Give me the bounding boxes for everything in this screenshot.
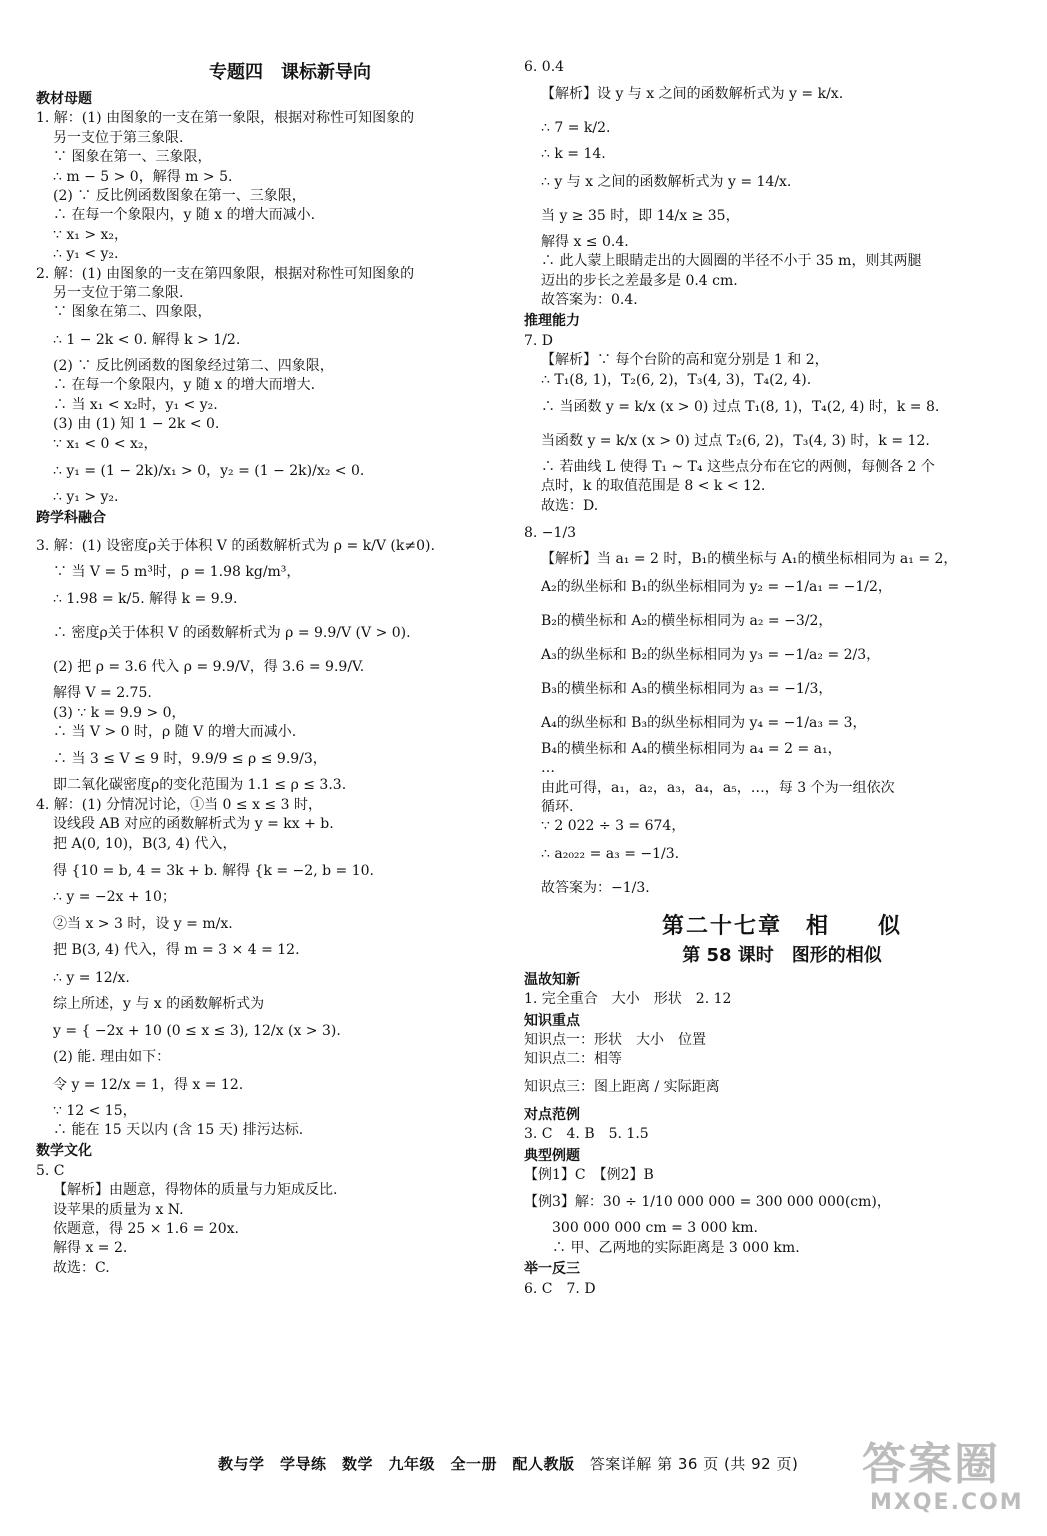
left-content <box>36 90 504 1278</box>
text-line: A₂的纵坐标和 B₁的纵坐标相同为 y₂ = −1/a₁ = −1/2， <box>541 578 892 595</box>
text-line: 2. 解：(1) 由图象的一支在第四象限，根据对称性可知图象的 <box>36 265 415 282</box>
text-line: 知识点二：相等 <box>524 1051 622 1068</box>
text-line: 故答案为：0.4. <box>541 292 638 309</box>
text-line: 综上所述，y 与 x 的函数解析式为 <box>53 995 265 1012</box>
text-line: ∴ y = −2x + 10； <box>53 888 176 905</box>
text-line: 当 y ≥ 35 时，即 14/x ≥ 35， <box>541 207 740 224</box>
section-heading: 数学文化 <box>36 1143 92 1160</box>
text-line: ∵ 图象在第一、三象限， <box>53 149 212 166</box>
text-line: ∵ 2 022 ÷ 3 = 674， <box>541 818 686 835</box>
text-line: 【例3】解：30 ÷ 1/10 000 000 = 300 000 000(cm)， <box>524 1194 891 1211</box>
text-line: 3. C 4. B 5. 1.5 <box>524 1126 649 1143</box>
section-heading: 跨学科融合 <box>36 510 106 527</box>
text-line: 当函数 y = k/x (x > 0) 过点 T₂(6, 2)，T₃(4, 3) 时，k = 12. <box>541 433 930 450</box>
text-line: ∵ x₁ > x₂， <box>53 226 129 243</box>
text-line: 设苹果的质量为 x N. <box>53 1201 184 1218</box>
left-column <box>36 58 504 1278</box>
text-line: 点时，k 的取值范围是 8 < k < 12. <box>541 478 766 495</box>
text-line: ∴ 在每一个象限内，y 随 x 的增大而增大. <box>53 377 316 394</box>
text-line: 【例1】C 【例2】B <box>524 1166 654 1183</box>
text-line: ∴ 当函数 y = k/x (x > 0) 过点 T₁(8, 1)，T₄(2, 4) 时，k = 8. <box>541 399 940 416</box>
section-heading: 推理能力 <box>524 313 580 330</box>
text-line: 【解析】由题意，得物体的质量与力矩成反比. <box>53 1182 338 1199</box>
text-line: ∴ y₁ = (1 − 2k)/x₁ > 0，y₂ = (1 − 2k)/x₂ < 0. <box>53 462 365 479</box>
text-line: 【解析】∵ 每个台阶的高和宽分别是 1 和 2， <box>541 352 829 369</box>
text-line: 300 000 000 cm = 3 000 km. <box>552 1220 759 1237</box>
text-line: ∴ 当 V > 0 时，ρ 随 V 的增大而减小. <box>53 723 297 740</box>
text-line: 即二氧化碳密度ρ的变化范围为 1.1 ≤ ρ ≤ 3.3. <box>53 777 347 794</box>
text-line: ∴ y = 12/x. <box>53 969 130 986</box>
watermark-logo: 答案圈 <box>862 1439 1000 1490</box>
text-line: ②当 x > 3 时，设 y = m/x. <box>53 916 233 933</box>
text-line: … <box>541 760 555 777</box>
text-line: 1. 完全重合 大小 形状 2. 12 <box>524 991 732 1008</box>
text-line: (2) ∵ 反比例函数图象在第一、三象限， <box>53 188 306 205</box>
lesson-title: 第 58 课时 图形的相似 <box>682 944 882 966</box>
text-line: 故选：D. <box>541 497 599 514</box>
section-heading: 知识重点 <box>524 1012 580 1029</box>
text-line: ∴ 若曲线 L 使得 T₁ ~ T₄ 这些点分布在它的两侧，每侧各 2 个 <box>541 459 935 476</box>
right-content <box>524 58 1010 905</box>
text-line: 4. 解：(1) 分情况讨论，①当 0 ≤ x ≤ 3 时， <box>36 796 322 813</box>
text-line: 把 B(3, 4) 代入，得 m = 3 × 4 = 12. <box>53 942 300 959</box>
text-line: 迈出的步长之差最多是 0.4 cm. <box>541 272 738 289</box>
text-line: 另一支位于第三象限. <box>53 129 184 146</box>
text-line: ∴ 1.98 = k/5. 解得 k = 9.9. <box>53 591 238 608</box>
section-heading: 温故知新 <box>524 971 580 988</box>
text-line: 令 y = 12/x = 1，得 x = 12. <box>53 1076 244 1093</box>
text-line: 解得 x = 2. <box>53 1240 128 1257</box>
text-line: B₂的横坐标和 A₂的横坐标相同为 a₂ = −3/2， <box>541 612 833 629</box>
watermark <box>862 1440 1032 1530</box>
text-line: (3) 由 (1) 知 1 − 2k < 0. <box>53 416 220 433</box>
footer-book: 教与学 学导练 数学 九年级 全一册 配人教版 <box>218 1455 575 1473</box>
text-line: 把 A(0, 10)，B(3, 4) 代入， <box>53 835 237 852</box>
topic-title: 专题四 课标新导向 <box>209 62 371 83</box>
text-line: 依题意，得 25 × 1.6 = 20x. <box>53 1221 239 1238</box>
text-line: ∴ 此人蒙上眼睛走出的大圆圈的半径不小于 35 m，则其两腿 <box>541 253 922 270</box>
section-heading: 教材母题 <box>36 91 92 107</box>
text-line: ∴ T₁(8, 1)，T₂(6, 2)，T₃(4, 3)，T₄(2, 4). <box>541 371 812 388</box>
text-line: (3) ∵ k = 9.9 > 0， <box>53 704 186 721</box>
text-line: ∵ 图象在第二、四象限， <box>53 304 212 321</box>
text-line: 6. 0.4 <box>524 59 565 75</box>
text-line: B₃的横坐标和 A₃的横坐标相同为 a₃ = −1/3， <box>541 680 833 697</box>
text-line: 7. D <box>524 332 554 349</box>
text-line: ∴ 7 = k/2. <box>541 120 611 137</box>
lesson-content <box>524 971 1010 1299</box>
text-line: 知识点三：图上距离 / 实际距离 <box>524 1078 720 1095</box>
text-line: 5. C <box>36 1162 65 1179</box>
text-line: (2) ∵ 反比例函数的图象经过第二、四象限， <box>53 357 334 374</box>
text-line: A₃的纵坐标和 B₂的纵坐标相同为 y₃ = −1/a₂ = 2/3， <box>541 646 881 663</box>
text-line: 解得 V = 2.75. <box>53 685 152 702</box>
text-line: A₄的纵坐标和 B₃的纵坐标相同为 y₄ = −1/a₃ = 3， <box>541 714 867 731</box>
text-line: 故选：C. <box>53 1259 110 1276</box>
text-line: 8. −1/3 <box>524 525 577 542</box>
text-line: ∴ 当 x₁ < x₂时，y₁ < y₂. <box>53 396 218 413</box>
text-line: 知识点一：形状 大小 位置 <box>524 1031 706 1048</box>
section-heading: 举一反三 <box>524 1261 580 1278</box>
text-line: 故答案为：−1/3. <box>541 879 650 896</box>
section-heading: 典型例题 <box>524 1147 580 1164</box>
text-line: ∴ a₂₀₂₂ = a₃ = −1/3. <box>541 845 680 862</box>
right-column <box>524 58 1010 1299</box>
text-line: ∴ 密度ρ关于体积 V 的函数解析式为 ρ = 9.9/V (V > 0). <box>53 625 411 642</box>
text-line: 解得 x ≤ 0.4. <box>541 233 629 250</box>
text-line: B₄的横坐标和 A₄的横坐标相同为 a₄ = 2 = a₁， <box>541 740 842 757</box>
text-line: 【解析】设 y 与 x 之间的函数解析式为 y = k/x. <box>541 86 844 103</box>
text-line: (2) 能. 理由如下： <box>53 1049 171 1066</box>
text-line: 由此可得，a₁，a₂，a₃，a₄，a₅，…，每 3 个为一组依次 <box>541 779 895 796</box>
text-line: 【解析】当 a₁ = 2 时，B₁的横坐标与 A₁的横坐标相同为 a₁ = 2， <box>541 551 958 568</box>
text-line: 另一支位于第二象限. <box>53 285 184 302</box>
text-line: ∴ 甲、乙两地的实际距离是 3 000 km. <box>552 1239 800 1256</box>
chapter-title: 第二十七章 相 似 <box>661 913 902 939</box>
text-line: 设线段 AB 对应的函数解析式为 y = kx + b. <box>53 816 334 833</box>
footer-page-number: 第 36 页 (共 92 页) <box>657 1455 799 1473</box>
text-line: 6. C 7. D <box>524 1280 596 1297</box>
text-line: y = { −2x + 10 (0 ≤ x ≤ 3), 12/x (x > 3). <box>53 1023 341 1040</box>
text-line: ∵ 当 V = 5 m³时，ρ = 1.98 kg/m³， <box>53 563 301 580</box>
text-line: 循环. <box>541 798 574 815</box>
text-line: ∴ y₁ > y₂. <box>53 488 119 505</box>
watermark-url: MXQE.COM <box>870 1490 1024 1515</box>
text-line: ∴ 当 3 ≤ V ≤ 9 时，9.9/9 ≤ ρ ≤ 9.9/3， <box>53 751 327 768</box>
text-line: ∵ x₁ < 0 < x₂， <box>53 435 158 452</box>
text-line: ∴ y 与 x 之间的函数解析式为 y = 14/x. <box>541 173 792 190</box>
text-line: (2) 把 ρ = 3.6 代入 ρ = 9.9/V，得 3.6 = 9.9/V. <box>53 659 365 676</box>
text-line: ∴ y₁ < y₂. <box>53 246 119 263</box>
text-line: ∴ 在每一个象限内，y 随 x 的增大而减小. <box>53 207 316 224</box>
text-line: 3. 解：(1) 设密度ρ关于体积 V 的函数解析式为 ρ = k/V (k≠0). <box>36 537 435 554</box>
text-line: ∵ 12 < 15， <box>53 1102 137 1119</box>
text-line: 得 {10 = b, 4 = 3k + b. 解得 {k = −2, b = 10. <box>53 862 374 879</box>
text-line: 1. 解：(1) 由图象的一支在第一象限，根据对称性可知图象的 <box>36 110 415 127</box>
page-footer <box>218 1453 798 1474</box>
text-line: ∴ 1 − 2k < 0. 解得 k > 1/2. <box>53 331 241 348</box>
text-line: ∴ k = 14. <box>541 146 606 163</box>
text-line: ∴ 能在 15 天以内 (含 15 天) 排污达标. <box>53 1122 304 1138</box>
text-line: ∴ m − 5 > 0，解得 m > 5. <box>53 168 233 185</box>
footer-section: 答案详解 <box>589 1455 652 1473</box>
section-heading: 对点范例 <box>524 1106 580 1123</box>
